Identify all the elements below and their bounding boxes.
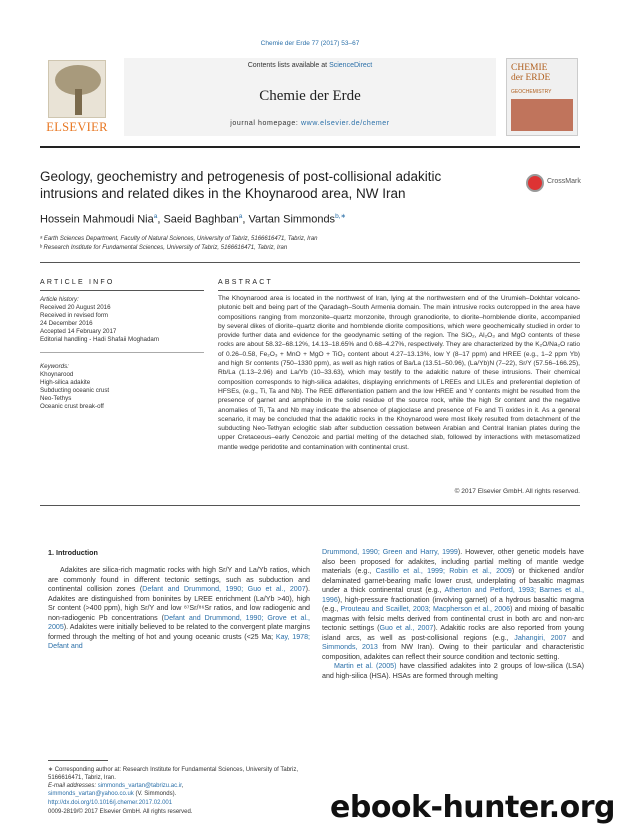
affiliation-b: ᵇ Research Institute for Fundamental Sciences, University of Tabriz, 5166616471, Tabriz, Iran	[40, 245, 288, 251]
homepage-line: journal homepage: www.elsevier.de/chemer	[230, 120, 390, 127]
cover-subtitle: GEOCHEMISTRY	[511, 89, 552, 95]
crossmark-button[interactable]	[526, 174, 586, 194]
citation-link[interactable]: Atherton and Petford, 1993; Barnes et al., 1996	[322, 586, 584, 604]
keywords: Keywords: Khoynarood High-silica adakite Subducting oceanic crust Neo-Tethys Oceanic crust break-off	[40, 363, 204, 411]
crossmark-label: CrossMark	[547, 178, 581, 185]
abstract-heading: ABSTRACT	[218, 279, 273, 286]
citation-link[interactable]: Martin et al. (2005)	[334, 662, 397, 670]
journal-cover[interactable]	[506, 58, 578, 136]
author-list: Hossein Mahmoudi Nia$^a$, Saeid Baghban$^a$, Vartan Simmonds$^{b,∗}$	[40, 213, 346, 226]
affiliation-a: ᵃ Earth Sciences Department, Faculty of Natural Sciences, University of Tabriz, 5166616471, Tabriz, Iran	[40, 236, 318, 242]
info-divider	[40, 290, 204, 291]
citation-link[interactable]: Prouteau and Scaillet, 2003; Macpherson et al., 2006	[340, 605, 511, 613]
elsevier-logo[interactable]	[40, 58, 114, 136]
section-heading: 1. Introduction	[48, 548, 98, 557]
history-line: Received in revised form	[40, 312, 109, 319]
citation-link[interactable]: Kay, 1978; Defant and	[48, 632, 310, 650]
journal-reference[interactable]: Chemie der Erde 77 (2017) 53–67	[260, 40, 360, 47]
abstract-text: The Khoynarood area is located in the northwest of Iran, lying at the northwestern end of the Urumieh–Dokhtar volcano-plutonic belt and being part of the Qaradagh–South Armenia domain. The main intrusive rocks outcropped in the area have compositions ranging from monzonite–quartz monzonite, through granodiorite, to diorite–hornblende diorite, accompanied by several dikes of diorite–quartz diorite and hornblende diorite compositions, which were geochemically studied in order to provide further data and evidence for the geodynamic setting of the region. The SiO₂, Al₂O₃ and MgO contents of these rocks are about 58.32–68.12%, 14.13–18.65% and 0.68–4.27%, respectively. They are characterized by the K₂O/Na₂O ratio of 0.26–0.58, Fe₂O₃ + MnO + MgO + TiO₂ content about 4.27–13.13%, low Y (8–17 ppm) and HREE (e.g., 1–2 ppm Yb) and high Sr contents (750–1330 ppm), as well as high ratios of Ba/La (13.51–50.96), (La/Yb)N (7–22), Sr/Y (57.56–166.25), Rb/La (1.13–2.96) and La/Yb (10–33.63), which may testify to the adakitic nature of these intrusions. Their chemical composition corresponds to high-silica adakites, displaying enrichments of LREEs and LILEs and preferential depletion of HFSEs, (e.g., Ti, Ta and Nb). The REE differentiation pattern and the low HREE and Y contents might be resulted from the presence of garnet and amphibole in the solid residue of the source rock, while the high Sr content and the negative anomalies of Ti, Ta and Nb may indicate the absence of plagioclase and presence of Fe and Ti oxides in it. As a general scenario, it may be concluded that the adakitic rocks in the Khoynarood were most likely resulted from detachment of the subducting Neo-Tethyan eclogitic slab after subduction cessation between Arabian and Central Iranian plates during the upper Cretaceous–early Cenozoic and partial melting of the detached slab, followed by interactions with metasomatized mantle wedge peridotite and contamination with continental crust.	[218, 295, 580, 451]
journal-title: Chemie der Erde	[259, 88, 361, 104]
citation-link[interactable]: Defant and Drummond, 1990; Guo et al., 2007	[142, 585, 306, 593]
citation-link[interactable]: Jahangiri, 2007	[514, 633, 567, 642]
keywords-divider	[40, 352, 204, 353]
intro-right-column: Drummond, 1990; Green and Harry, 1999). However, other genetic models have also been proposed for adakites, including partial melting of mantle wedge materials (e.g., Castillo et al., 1999; Robin et al., 2009) or thickened and/or delaminated garnet-bearing mafic lower crust, underplating of basaltic magmas under a thick continental crust (e.g., Atherton and Petford, 1993; Barnes et al., 1996), high-pressure fractionation (involving garnet) of a hydrous basaltic magma (e.g., Prouteau and Scaillet, 2003; Macpherson et al., 2006) and mixing of basaltic magmas with felsic melts derived from continental crust in both arc and non-arc tectonic settings (Guo et al., 2007). Adakitic rocks are also reported from young island arcs, as well as post-collisional regions (e.g., Jahangiri, 2007 and Simmonds, 2013 from NW Iran). Owing to their particular and characteristic composition, adakites can reflect their source condition and tectonic setting. Martin et al. (2005) have classified adakites into 2 groups of low-silica (LSA) and high-silica (HSA). HSAs are formed through melting	[322, 548, 585, 680]
journal-header	[40, 58, 580, 142]
keyword[interactable]: Subducting oceanic crust	[40, 387, 110, 394]
publisher-name: ELSEVIER	[46, 120, 108, 134]
keyword[interactable]: High-silica adakite	[40, 379, 91, 386]
citation-link[interactable]: Defant and Drummond, 1990; Grove et al., 2005	[48, 613, 310, 631]
keyword[interactable]: Neo-Tethys	[40, 395, 72, 402]
citation-link[interactable]: Simmonds, 2013	[322, 643, 378, 651]
corresponding-author-footnote: ∗ Corresponding author at: Research Institute for Fundamental Sciences, University of Tabriz, 5166616471, Tabriz, Iran. E-mail addresses: simmonds_vartan@tabrizu.ac.ir, simmonds_vartan@yahoo.co.uk (V. Simmonds).	[48, 767, 299, 797]
header-divider	[40, 146, 580, 148]
abstract-divider	[218, 290, 580, 291]
article-info-heading: ARTICLE INFO	[40, 279, 115, 286]
doi-link[interactable]: http://dx.doi.org/10.1016/j.chemer.2017.02.001	[48, 800, 173, 806]
body-divider	[40, 505, 580, 506]
article-history: Article history: Received 20 August 2016 Received in revised form 24 December 2016 Accepted 14 February 2017 Editorial handling - Hadi Shafaii Moghadam	[40, 296, 204, 344]
sciencedirect-link[interactable]: ScienceDirect	[329, 62, 373, 69]
intro-left-column: Adakites are silica-rich magmatic rocks with high Sr/Y and La/Yb ratios, which are commonly found in different tectonic settings, such as subduction and continental collision zones (Defant and Drummond, 1990; Guo et al., 2007). Adakites are distinguished from boninites by LREE enrichment (La/Yb >40), high Sr content (>400 ppm), high Sr/Y and low ⁸⁷Sr/⁸⁶Sr ratios, and low radiogenic and non-radiogenic Pb concentrations (Defant and Drummond, 1990; Grove et al., 2005). Adakites were initially believed to be related to the convergent plate margins formed through the melting of hot and young oceanic crusts (<25 Ma; Kay, 1978; Defant and	[48, 566, 310, 650]
contents-line: Contents lists available at ScienceDirect	[247, 62, 373, 69]
citation-link[interactable]: Drummond, 1990; Green and Harry, 1999	[322, 548, 458, 556]
copyright-notice: © 2017 Elsevier GmbH. All rights reserved.	[454, 488, 580, 495]
history-line: 24 December 2016	[40, 320, 93, 327]
email-link[interactable]: simmonds_vartan@tabrizu.ac.ir	[97, 783, 182, 789]
cover-title: CHEMIE der ERDE	[511, 63, 551, 83]
history-line: Editorial handling - Hadi Shafaii Moghadam	[40, 336, 160, 343]
email-link[interactable]: simmonds_vartan@yahoo.co.uk	[48, 791, 134, 797]
cover-image	[511, 99, 573, 131]
journal-info-box	[124, 58, 496, 136]
history-line: Accepted 14 February 2017	[40, 328, 117, 335]
tree-icon	[48, 60, 106, 118]
citation-link[interactable]: Castillo et al., 1999; Robin et al., 2009	[375, 567, 512, 575]
footnote-divider	[48, 760, 108, 761]
affiliation-divider	[40, 262, 580, 263]
citation-link[interactable]: Guo et al., 2007	[379, 624, 434, 632]
crossmark-icon	[526, 174, 544, 192]
homepage-link[interactable]: www.elsevier.de/chemer	[301, 120, 390, 127]
history-line: Received 20 August 2016	[40, 304, 111, 311]
author-name[interactable]: Saeid Baghban	[163, 213, 239, 226]
keyword[interactable]: Khoynarood	[40, 371, 74, 378]
author-name[interactable]: Hossein Mahmoudi Nia	[40, 213, 154, 226]
watermark: ebook-hunter.org	[330, 790, 615, 825]
issn-line: 0009-2819/© 2017 Elsevier GmbH. All rights reserved.	[48, 809, 193, 815]
article-title: Geology, geochemistry and petrogenesis of post-collisional adakitic intrusions and related dikes in the Khoynarood area, NW Iran	[40, 169, 442, 201]
author-name[interactable]: Vartan Simmonds	[248, 213, 336, 226]
keyword[interactable]: Oceanic crust break-off	[40, 403, 104, 410]
